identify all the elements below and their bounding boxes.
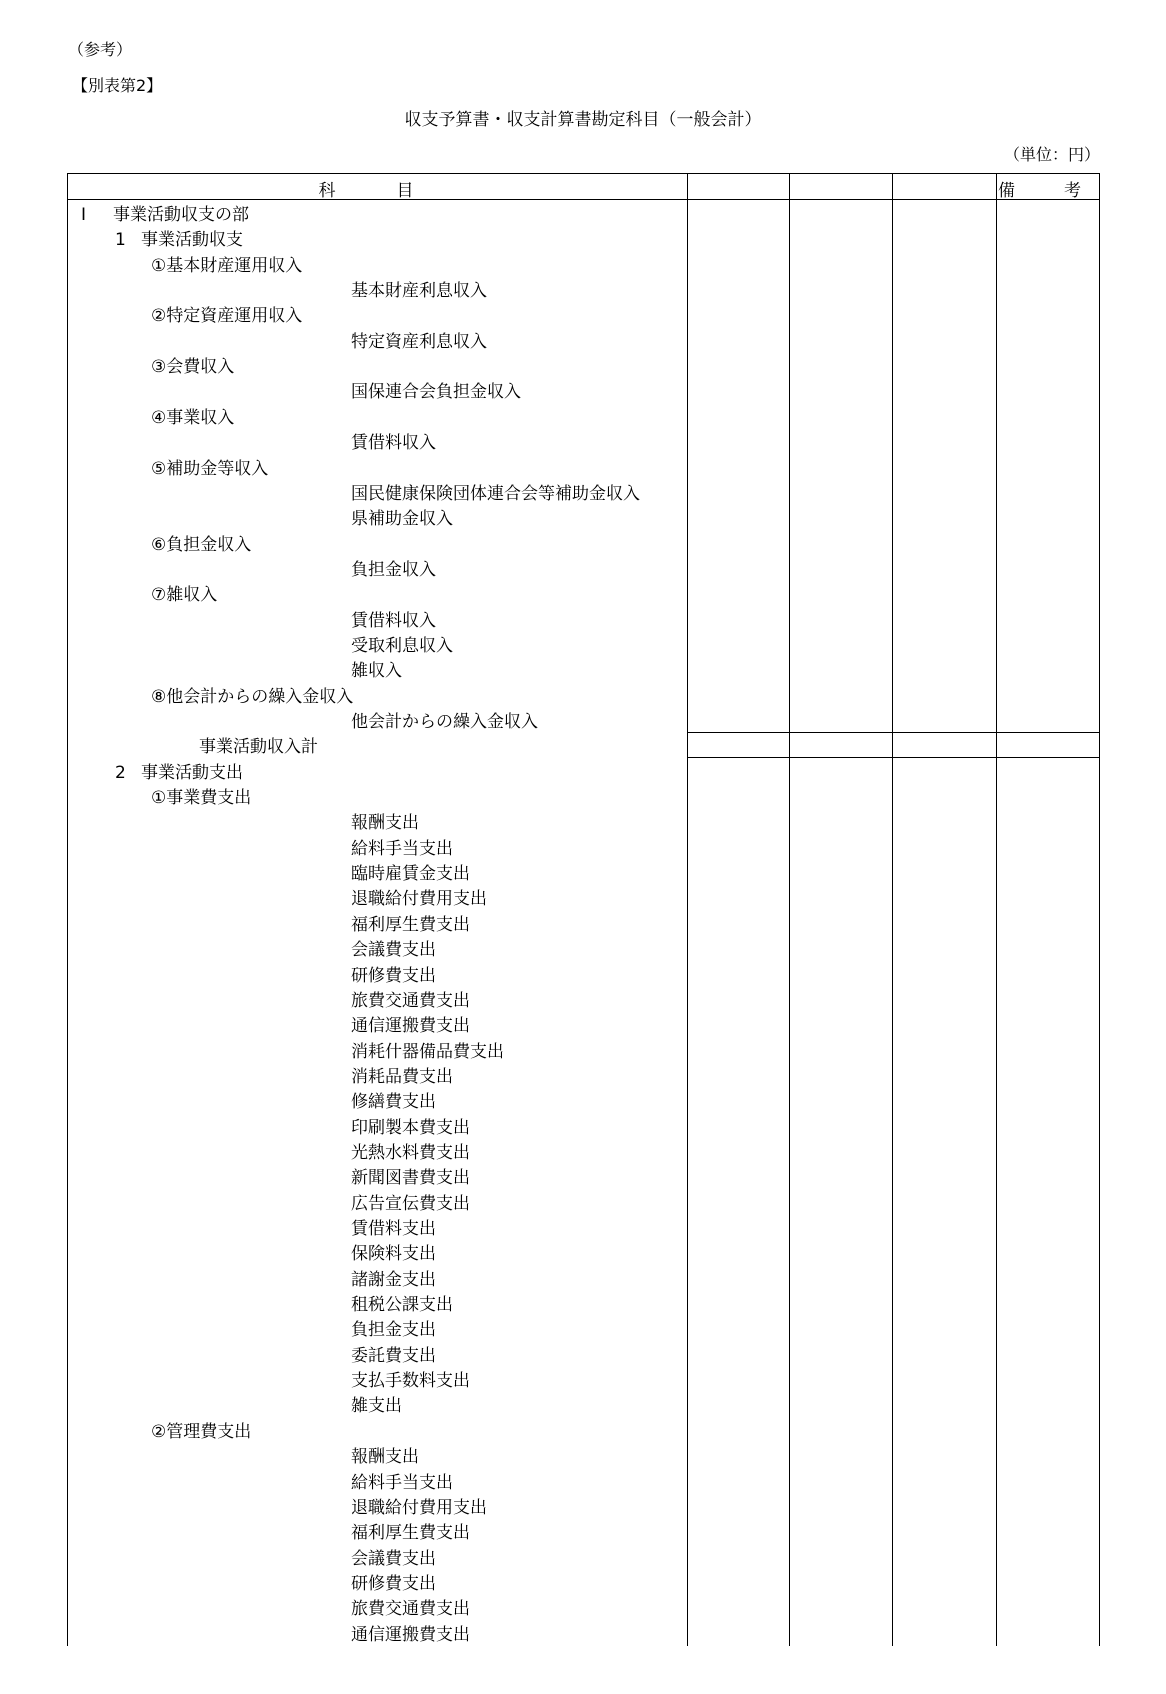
subject-column-header: 科 目 xyxy=(318,181,436,201)
account-row xyxy=(351,330,487,355)
account-row xyxy=(351,507,453,532)
row-label: 臨時雇賃金支出 xyxy=(351,864,470,884)
row-label: 研修費支出 xyxy=(351,1574,436,1594)
row-label: 委託費支出 xyxy=(351,1346,436,1366)
row-label: 消耗品費支出 xyxy=(351,1067,453,1087)
row-label: 国保連合会負担金収入 xyxy=(351,382,521,402)
account-row xyxy=(351,811,419,836)
account-row xyxy=(351,1040,504,1065)
account-row xyxy=(351,1597,470,1622)
account-row xyxy=(115,228,243,253)
account-row xyxy=(351,1445,419,1470)
row-label: 給料手当支出 xyxy=(351,839,453,859)
account-row xyxy=(351,1293,453,1318)
row-label: 修繕費支出 xyxy=(351,1092,436,1112)
row-label: 福利厚生費支出 xyxy=(351,1523,470,1543)
account-row xyxy=(151,786,251,811)
row-label: ①事業費支出 xyxy=(151,788,252,808)
row-label: 支払手数料支出 xyxy=(351,1371,470,1391)
row-label: 報酬支出 xyxy=(351,1447,419,1467)
row-label: 印刷製本費支出 xyxy=(351,1118,470,1138)
row-label: 国民健康保険団体連合会等補助金収入 xyxy=(351,484,640,504)
row-label: 特定資産利息収入 xyxy=(351,332,487,352)
row-label: 賃借料支出 xyxy=(351,1219,436,1239)
row-label: 他会計からの繰入金収入 xyxy=(351,712,538,732)
row-label: 研修費支出 xyxy=(351,966,436,986)
account-row xyxy=(351,659,402,684)
row-label: 旅費交通費支出 xyxy=(351,991,470,1011)
row-label: ⑥負担金収入 xyxy=(151,535,252,555)
row-label: 光熱水料費支出 xyxy=(351,1143,470,1163)
account-row xyxy=(351,1547,436,1572)
row-label: 消耗什器備品費支出 xyxy=(351,1042,504,1062)
account-row xyxy=(151,685,353,710)
account-row xyxy=(351,710,538,735)
row-label: ②特定資産運用収入 xyxy=(151,306,303,326)
account-row xyxy=(351,558,436,583)
account-row xyxy=(115,761,243,786)
row-label: 雑支出 xyxy=(351,1396,402,1416)
table-left-border xyxy=(67,173,68,1646)
row-label: 通信運搬費支出 xyxy=(351,1625,470,1645)
account-row xyxy=(151,254,302,279)
account-row xyxy=(351,1166,470,1191)
account-row xyxy=(351,887,487,912)
row-label: 新聞図書費支出 xyxy=(351,1168,470,1188)
account-row xyxy=(351,431,436,456)
account-row xyxy=(151,355,234,380)
page-title: 収支予算書・収支計算書勘定科目（一般会計） xyxy=(404,110,762,130)
account-row xyxy=(351,1192,470,1217)
row-number: 1 xyxy=(115,230,126,250)
account-row xyxy=(351,938,436,963)
account-row xyxy=(351,964,436,989)
account-row xyxy=(351,989,470,1014)
column-divider xyxy=(687,173,688,1646)
column-divider xyxy=(892,173,893,1646)
account-table xyxy=(67,173,1099,1646)
account-row xyxy=(351,1217,436,1242)
row-label: 賃借料収入 xyxy=(351,611,436,631)
row-label: 負担金収入 xyxy=(351,560,436,580)
column-divider xyxy=(996,173,997,1646)
account-row xyxy=(351,380,521,405)
table-right-border xyxy=(1099,173,1100,1646)
account-row xyxy=(351,1268,436,1293)
account-row xyxy=(351,1242,436,1267)
account-row xyxy=(351,1572,436,1597)
account-row xyxy=(81,203,249,228)
row-label: 事業活動収支 xyxy=(141,230,243,250)
row-label: 受取利息収入 xyxy=(351,636,453,656)
row-number: 2 xyxy=(115,763,126,783)
account-row xyxy=(351,1116,470,1141)
row-label: 保険料支出 xyxy=(351,1244,436,1264)
row-label: ⑤補助金等収入 xyxy=(151,459,269,479)
row-label: ③会費収入 xyxy=(151,357,235,377)
account-row xyxy=(151,457,268,482)
account-row xyxy=(351,1141,470,1166)
account-row xyxy=(351,1090,436,1115)
row-label: 福利厚生費支出 xyxy=(351,915,470,935)
row-label: 事業活動支出 xyxy=(141,763,243,783)
account-row xyxy=(351,1318,436,1343)
row-label: 負担金支出 xyxy=(351,1320,436,1340)
account-row xyxy=(351,1394,402,1419)
table-top-border xyxy=(67,173,1099,174)
row-label: 租税公課支出 xyxy=(351,1295,453,1315)
row-label: ⑧他会計からの繰入金収入 xyxy=(151,687,354,707)
row-label: 旅費交通費支出 xyxy=(351,1599,470,1619)
account-row xyxy=(351,862,470,887)
account-row xyxy=(151,406,234,431)
row-label: 賃借料収入 xyxy=(351,433,436,453)
account-row xyxy=(151,583,217,608)
account-row xyxy=(199,735,318,760)
row-label: 広告宣伝費支出 xyxy=(351,1194,470,1214)
row-label: 報酬支出 xyxy=(351,813,419,833)
row-label: 給料手当支出 xyxy=(351,1473,453,1493)
account-row xyxy=(351,1471,453,1496)
account-row xyxy=(351,913,470,938)
account-row xyxy=(351,1369,470,1394)
account-row xyxy=(351,1344,436,1369)
unit-label: （単位：円） xyxy=(1003,145,1100,164)
account-row xyxy=(351,482,640,507)
account-row xyxy=(351,279,487,304)
row-label: 事業活動収入計 xyxy=(199,737,318,757)
subtotal-bottom-border xyxy=(687,757,1099,758)
subtotal-top-border xyxy=(687,732,1099,733)
reference-label: （参考） xyxy=(68,40,133,59)
row-label: ④事業収入 xyxy=(151,408,235,428)
row-label: 会議費支出 xyxy=(351,1549,436,1569)
row-label: 会議費支出 xyxy=(351,940,436,960)
account-row xyxy=(151,533,251,558)
account-row xyxy=(351,1521,470,1546)
account-row xyxy=(351,1496,487,1521)
row-label: 雑収入 xyxy=(351,661,402,681)
row-label: 基本財産利息収入 xyxy=(351,281,487,301)
row-label: 諸謝金支出 xyxy=(351,1270,436,1290)
account-row xyxy=(351,837,453,862)
row-label: 退職給付費用支出 xyxy=(351,1498,487,1518)
row-label: 事業活動収支の部 xyxy=(113,205,249,225)
appendix-label: 【別表第2】 xyxy=(72,76,163,95)
account-row xyxy=(351,1065,453,1090)
account-row xyxy=(351,1014,470,1039)
row-label: 退職給付費用支出 xyxy=(351,889,487,909)
account-row xyxy=(351,634,453,659)
row-label: ②管理費支出 xyxy=(151,1422,252,1442)
account-row xyxy=(351,1623,470,1648)
notes-column-header: 備 考 xyxy=(998,181,1097,201)
column-divider xyxy=(789,173,790,1646)
row-label: ⑦雑収入 xyxy=(151,585,218,605)
row-number: Ⅰ xyxy=(81,205,87,225)
row-label: ①基本財産運用収入 xyxy=(151,256,303,276)
account-row xyxy=(351,609,436,634)
row-label: 県補助金収入 xyxy=(351,509,453,529)
row-label: 通信運搬費支出 xyxy=(351,1016,470,1036)
account-row xyxy=(151,304,302,329)
account-row xyxy=(151,1420,251,1445)
